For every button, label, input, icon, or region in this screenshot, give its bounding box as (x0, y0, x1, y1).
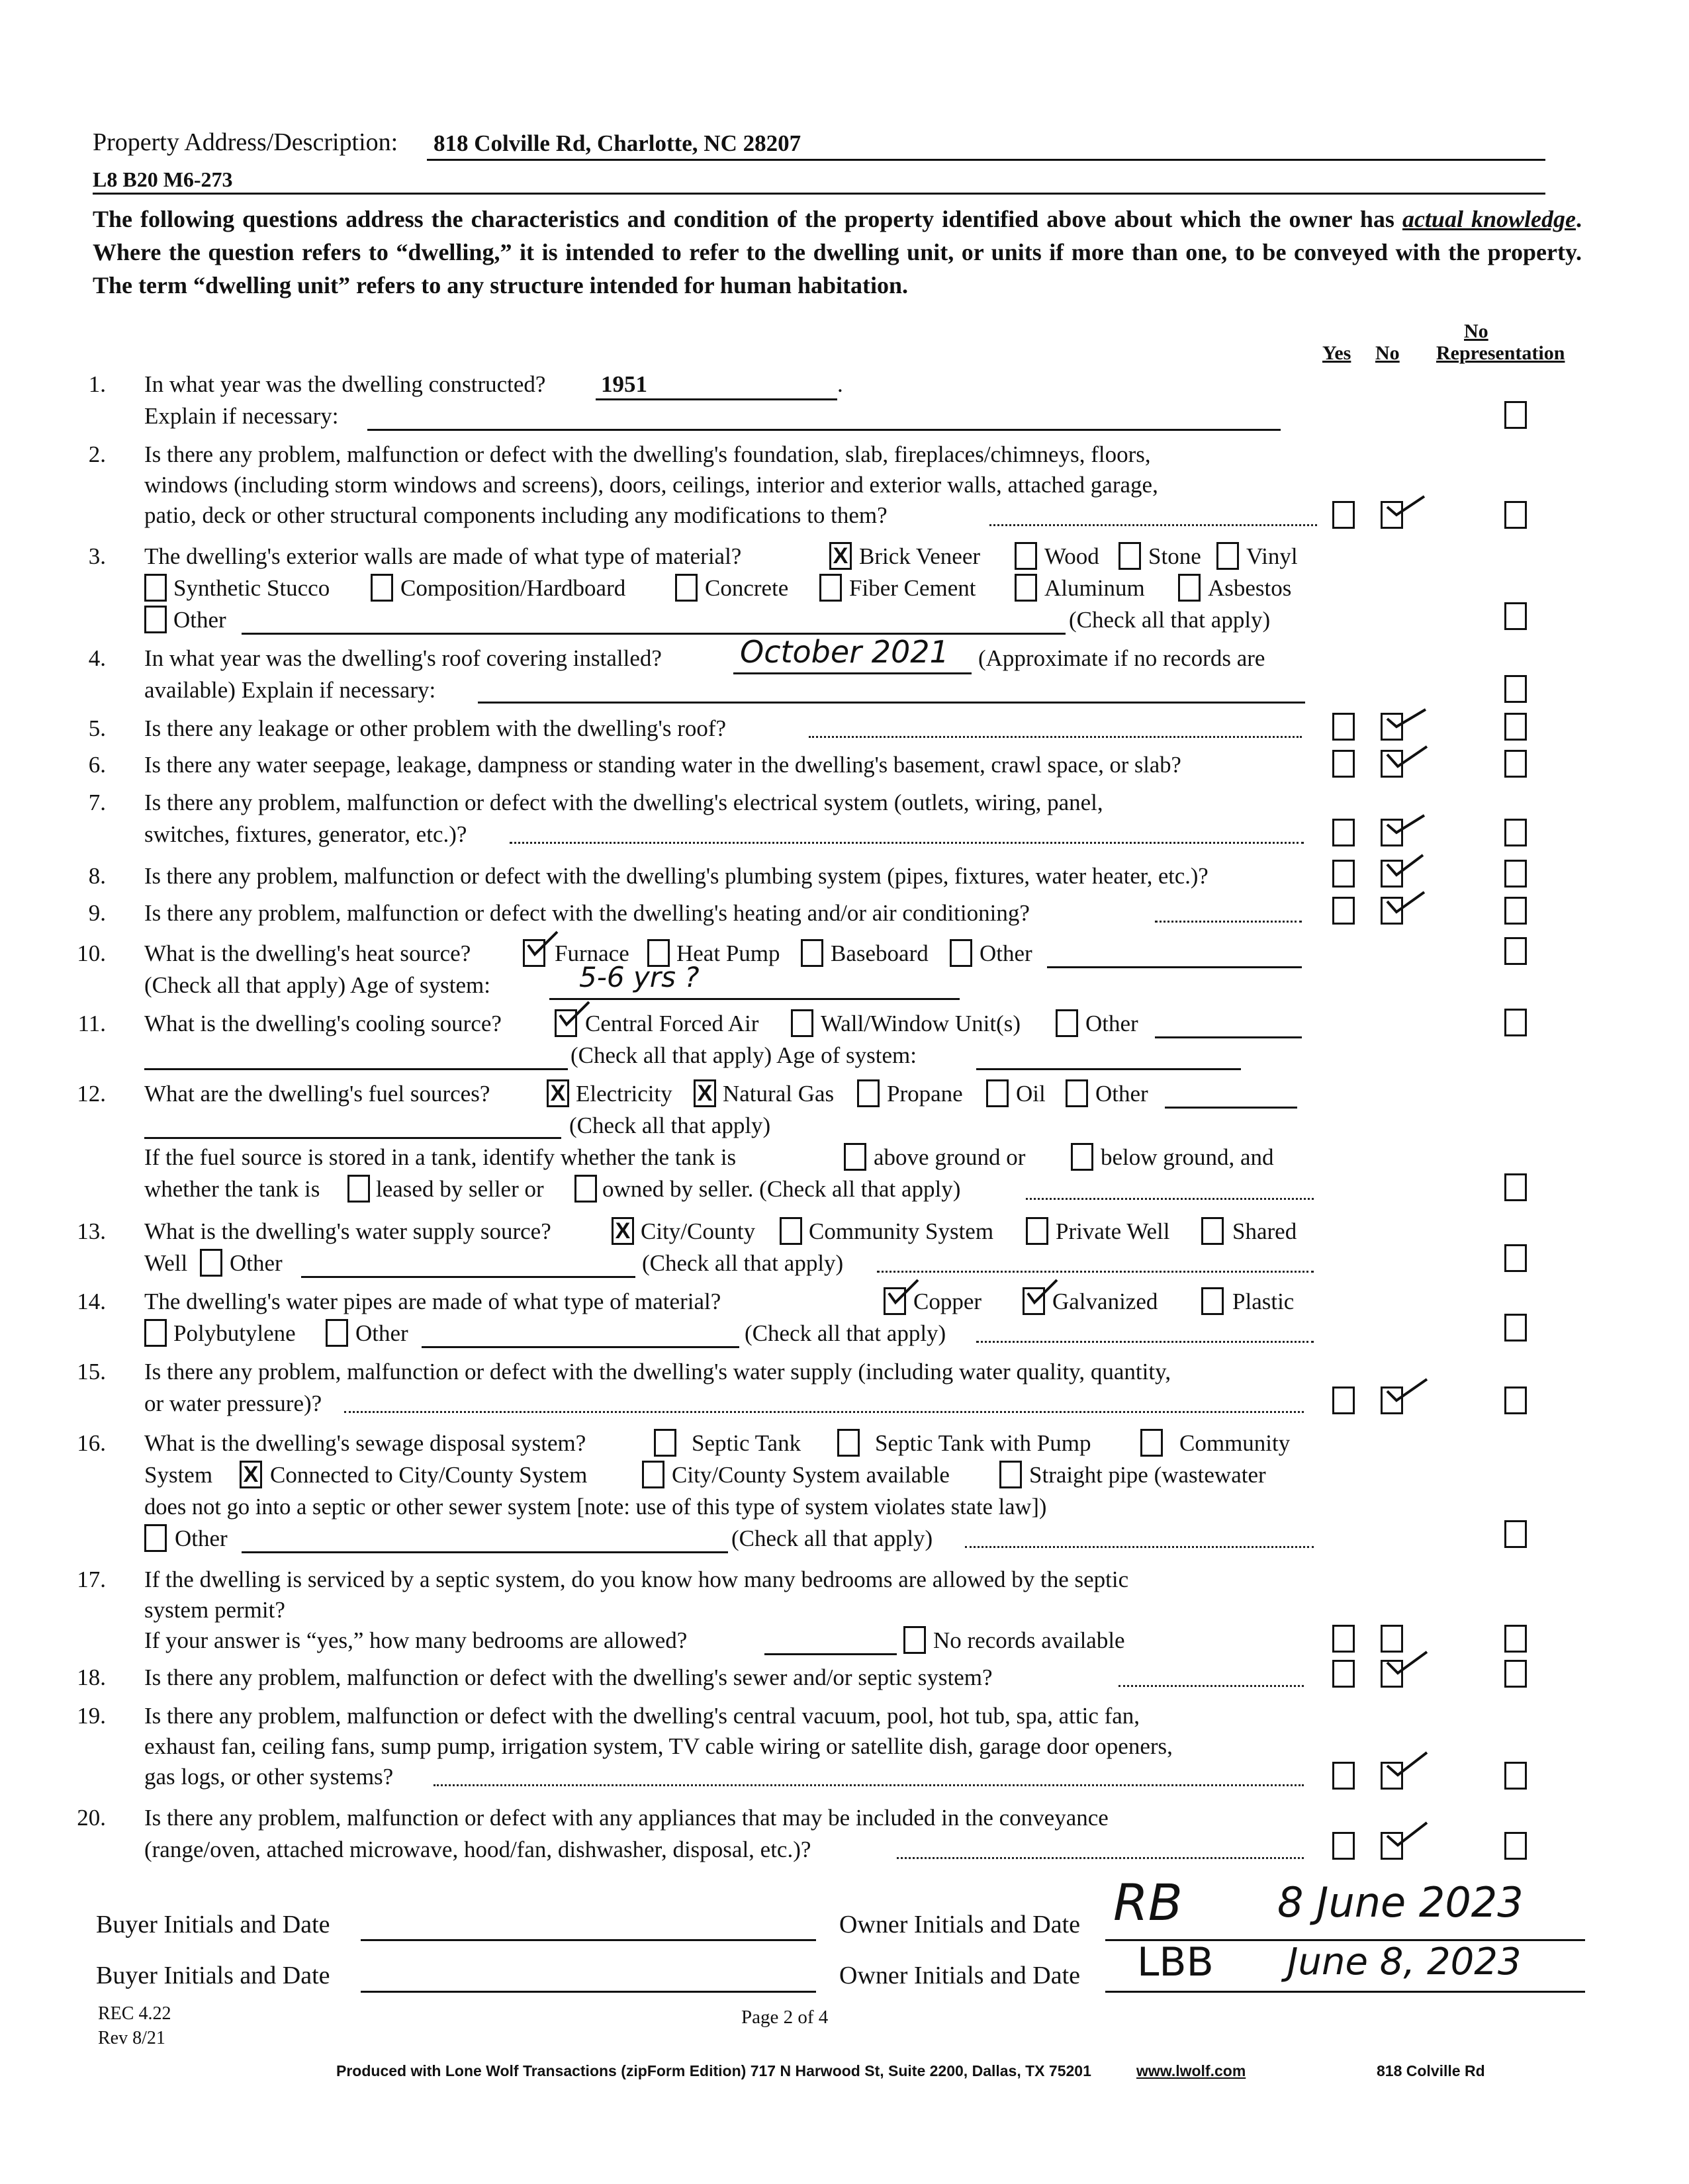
q8-number: 8. (88, 863, 106, 889)
q12-opt-propane: Propane (887, 1081, 963, 1107)
q13-opt-community: Community System (809, 1218, 994, 1244)
q11-number: 11. (77, 1011, 106, 1036)
q10-handwritten-age: 5-6 yrs ? (579, 961, 700, 993)
q3-check-all: (Check all that apply) (1069, 607, 1271, 633)
q16-connected-checkbox[interactable] (240, 1461, 262, 1488)
footer-property: 818 Colville Rd (1377, 2062, 1485, 2079)
q3-brick-checkbox[interactable] (829, 542, 852, 570)
q12-oil-checkbox[interactable] (986, 1079, 1009, 1107)
q1-year: 1951 (601, 371, 647, 397)
q12-above-checkbox[interactable] (844, 1143, 866, 1171)
q18-yes-checkbox[interactable] (1332, 1660, 1355, 1688)
q2-no-checkmark (1383, 492, 1430, 523)
q15-line2: or water pressure)? (144, 1390, 322, 1416)
q2-line2: windows (including storm windows and screens), doors, ceilings, interior and exterior walls, attached garage, (144, 472, 1158, 498)
q7-line2: switches, fixtures, generator, etc.)? (144, 821, 467, 847)
q3-opt-asbestos: Asbestos (1208, 575, 1292, 601)
q6-no-rep-checkbox[interactable] (1504, 750, 1527, 778)
q5-dots (809, 736, 1302, 738)
q3-hardboard-checkbox[interactable] (371, 574, 393, 602)
owner2-date-handwritten: June 8, 2023 (1287, 1940, 1522, 1983)
q17-line2: system permit? (144, 1597, 285, 1623)
q9-yes-checkbox[interactable] (1332, 897, 1355, 925)
q12-opt-electricity: Electricity (576, 1081, 672, 1107)
q10-other-checkbox[interactable] (950, 939, 972, 967)
q16-opt-septic-pump: Septic Tank with Pump (875, 1430, 1091, 1456)
q3-concrete-checkbox[interactable] (675, 574, 698, 602)
q7-yes-checkbox[interactable] (1332, 819, 1355, 846)
q16-other-checkbox[interactable] (144, 1524, 167, 1552)
q4-text: In what year was the dwelling's roof covering installed? (144, 645, 662, 671)
q13-well-checkbox[interactable] (1026, 1217, 1048, 1245)
q3-stucco-checkbox[interactable] (144, 574, 167, 602)
q3-asbestos-checkbox[interactable] (1178, 574, 1201, 602)
owner-initials-label-1: Owner Initials and Date (839, 1911, 1081, 1938)
q19-line1: Is there any problem, malfunction or defect with the dwelling's central vacuum, pool, hot tub, spa, attic fan, (144, 1703, 1140, 1729)
q10-opt-baseboard: Baseboard (831, 940, 929, 966)
q3-opt-wood: Wood (1044, 543, 1099, 569)
q18-text: Is there any problem, malfunction or defect with the dwelling's sewer and/or septic system? (144, 1664, 993, 1690)
q2-line3: patio, deck or other structural components including any modifications to them? (144, 502, 888, 528)
q10-text: What is the dwelling's heat source? (144, 940, 471, 966)
q10-baseboard-checkbox[interactable] (801, 939, 823, 967)
q20-line1: Is there any problem, malfunction or defect with any appliances that may be included in the conveyance (144, 1805, 1109, 1831)
q3-opt-stone: Stone (1148, 543, 1201, 569)
q10-opt-other: Other (980, 940, 1032, 966)
q16-line3: does not go into a septic or other sewer system [note: use of this type of system violates state law]) (144, 1494, 1047, 1520)
q20-no-checkmark (1383, 1820, 1430, 1850)
q17-bedrooms-line (764, 1653, 897, 1655)
q17-no-records-checkbox[interactable] (903, 1626, 926, 1654)
q13-shared-checkbox[interactable] (1201, 1217, 1224, 1245)
address-value: 818 Colville Rd, Charlotte, NC 28207 (434, 130, 801, 156)
q12-other-line (1165, 1107, 1297, 1109)
q3-fiber-checkbox[interactable] (819, 574, 842, 602)
intro-text-2: . Where the question refers to “dwelling,” it is intended to refer to the dwelling unit, or units if more than one, to be conveyed with the property. The term “dwelling unit” refers to any structure intended for human habitation. (93, 206, 1582, 298)
q9-no-rep-checkbox[interactable] (1504, 897, 1527, 925)
q3-stone-checkbox[interactable] (1118, 542, 1141, 570)
q19-no-rep-checkbox[interactable] (1504, 1762, 1527, 1790)
q11-blank-line (144, 1068, 568, 1070)
q7-number: 7. (88, 790, 106, 815)
q17-yes-checkbox[interactable] (1332, 1625, 1355, 1653)
q10-other-line (1047, 966, 1302, 968)
q14-text: The dwelling's water pipes are made of what type of material? (144, 1289, 721, 1314)
q1-no-rep-checkbox[interactable] (1504, 401, 1527, 429)
q15-dots (344, 1411, 1304, 1413)
q11-window-checkbox[interactable] (791, 1009, 813, 1037)
q3-other-checkbox[interactable] (144, 606, 167, 633)
q12-above: above ground or (874, 1144, 1026, 1170)
q3-vinyl-checkbox[interactable] (1216, 542, 1239, 570)
address-label: Property Address/Description: (93, 128, 398, 156)
q13-dots (877, 1271, 1314, 1273)
q14-other-line (422, 1346, 739, 1348)
q12-line2: (Check all that apply) (569, 1113, 771, 1138)
produced-with: Produced with Lone Wolf Transactions (zipForm Edition) 717 N Harwood St, Suite 2200, Dallas, TX 75201 (336, 2062, 1091, 2079)
q17-line3: If your answer is “yes,” how many bedrooms are allowed? (144, 1627, 688, 1653)
q20-yes-checkbox[interactable] (1332, 1832, 1355, 1860)
legal-description: L8 B20 M6-273 (93, 167, 233, 191)
q9-text: Is there any problem, malfunction or defect with the dwelling's heating and/or air conditioning? (144, 900, 1030, 926)
q6-number: 6. (88, 752, 106, 778)
q19-yes-checkbox[interactable] (1332, 1762, 1355, 1790)
q8-no-checkmark (1383, 850, 1430, 880)
col-no-rep-2: Representation (1436, 342, 1565, 364)
q12-gas-checkbox[interactable] (694, 1079, 716, 1107)
q9-no-checkmark (1383, 887, 1430, 917)
q20-no-rep-checkbox[interactable] (1504, 1832, 1527, 1860)
q1-text: In what year was the dwelling constructed? (144, 371, 546, 397)
q13-well-word: Well (144, 1250, 188, 1276)
q18-number: 18. (77, 1664, 106, 1690)
page-number: Page 2 of 4 (741, 2007, 829, 2028)
q15-number: 15. (77, 1359, 106, 1385)
q12-no-rep-checkbox[interactable] (1504, 1173, 1527, 1201)
owner1-date-handwritten: 8 June 2023 (1277, 1878, 1524, 1927)
q16-text: What is the dwelling's sewage disposal system? (144, 1430, 586, 1456)
q14-other-checkbox[interactable] (326, 1319, 348, 1347)
q4-approx: (Approximate if no records are (978, 645, 1265, 671)
q12-leased: leased by seller or (376, 1176, 544, 1202)
q12-owned-checkbox[interactable] (574, 1175, 597, 1203)
intro-paragraph (93, 203, 1582, 302)
q13-opt-well: Private Well (1056, 1218, 1170, 1244)
q4-handwritten-value: October 2021 (740, 634, 949, 670)
col-yes: Yes (1322, 342, 1351, 364)
q6-text: Is there any water seepage, leakage, dampness or standing water in the dwelling's basement, crawl space, or slab? (144, 752, 1181, 778)
q10-number: 10. (77, 940, 106, 966)
q17-no-records: No records available (933, 1627, 1125, 1653)
owner-initials-label-2: Owner Initials and Date (839, 1962, 1081, 1989)
q13-other-checkbox[interactable] (200, 1249, 222, 1277)
q4-number: 4. (88, 645, 106, 671)
q11-text: What is the dwelling's cooling source? (144, 1011, 502, 1036)
q12-other-checkbox[interactable] (1066, 1079, 1088, 1107)
q14-check-all: (Check all that apply) (745, 1320, 946, 1346)
q2-dots (989, 524, 1317, 526)
q3-opt-concrete: Concrete (705, 575, 789, 601)
q13-opt-shared: Shared (1232, 1218, 1297, 1244)
q14-number: 14. (77, 1289, 106, 1314)
q13-text: What is the dwelling's water supply source? (144, 1218, 551, 1244)
q19-line3: gas logs, or other systems? (144, 1764, 394, 1790)
q12-opt-other: Other (1095, 1081, 1148, 1107)
intro-text-1: The following questions address the characteristics and condition of the property identified above about which the owner has (93, 206, 1394, 232)
q16-straight: Straight pipe (wastewater (1029, 1462, 1266, 1488)
q12-owned: owned by seller. (Check all that apply) (602, 1176, 961, 1202)
q8-text: Is there any problem, malfunction or defect with the dwelling's plumbing system (pipes, fixtures, water heater, etc.)? (144, 864, 1209, 889)
q14-opt-other: Other (355, 1320, 408, 1346)
q6-no-checkmark (1383, 741, 1430, 772)
q11-other-checkbox[interactable] (1056, 1009, 1078, 1037)
q12-line3: If the fuel source is stored in a tank, identify whether the tank is (144, 1144, 737, 1170)
q3-aluminum-checkbox[interactable] (1015, 574, 1037, 602)
q18-no-rep-checkbox[interactable] (1504, 1660, 1527, 1688)
q13-number: 13. (77, 1218, 106, 1244)
q15-no-checkmark (1383, 1375, 1430, 1406)
q14-opt-copper: Copper (913, 1289, 982, 1314)
q14-no-rep-checkbox[interactable] (1504, 1314, 1527, 1342)
q7-dots (510, 842, 1304, 844)
q16-available: City/County System available (672, 1462, 950, 1488)
q12-text: What are the dwelling's fuel sources? (144, 1081, 490, 1107)
q3-no-rep-checkbox[interactable] (1504, 602, 1527, 630)
q3-opt-fiber: Fiber Cement (849, 575, 976, 601)
q13-check-all: (Check all that apply) (642, 1250, 844, 1276)
q8-no-rep-checkbox[interactable] (1504, 860, 1527, 887)
q12-line4: whether the tank is (144, 1176, 320, 1202)
q20-number: 20. (77, 1805, 106, 1831)
q12-blank-line (144, 1137, 561, 1139)
q11-other-line (1155, 1036, 1302, 1038)
q11-opt-window: Wall/Window Unit(s) (821, 1011, 1021, 1036)
q1-period: . (837, 371, 843, 397)
q16-no-rep-checkbox[interactable] (1504, 1520, 1527, 1548)
q19-line2: exhaust fan, ceiling fans, sump pump, irrigation system, TV cable wiring or satellite dish, garage door openers, (144, 1733, 1173, 1759)
q13-city-checkbox[interactable] (612, 1217, 634, 1245)
q3-opt-hardboard: Composition/Hardboard (400, 575, 626, 601)
q4-no-rep-checkbox[interactable] (1504, 675, 1527, 703)
q15-line1: Is there any problem, malfunction or defect with the dwelling's water supply (including water quality, quantity, (144, 1359, 1171, 1385)
buyer-initials-field-1[interactable] (361, 1939, 816, 1941)
q18-dots (1118, 1685, 1304, 1687)
q16-opt-septic: Septic Tank (692, 1430, 801, 1456)
q16-septic-checkbox[interactable] (654, 1429, 676, 1457)
q20-line2: (range/oven, attached microwave, hood/fan, dishwasher, disposal, etc.)? (144, 1837, 811, 1862)
q3-opt-other: Other (173, 607, 226, 633)
q17-line1: If the dwelling is serviced by a septic system, do you know how many bedrooms are allowed by the septic (144, 1567, 1129, 1592)
q10-no-rep-checkbox[interactable] (1504, 937, 1527, 965)
q13-other-line (301, 1276, 635, 1278)
q2-no-rep-checkbox[interactable] (1504, 501, 1527, 529)
q3-wood-checkbox[interactable] (1015, 542, 1037, 570)
q11-opt-central: Central Forced Air (585, 1011, 759, 1036)
q5-text: Is there any leakage or other problem with the dwelling's roof? (144, 715, 727, 741)
address-underline (427, 159, 1545, 161)
q13-other: Other (230, 1250, 283, 1276)
q5-no-checkmark (1383, 703, 1430, 733)
col-no-rep-1: No (1464, 320, 1488, 342)
q3-text: The dwelling's exterior walls are made of what type of material? (144, 543, 742, 569)
q10-line2: (Check all that apply) Age of system: (144, 972, 490, 998)
q17-number: 17. (77, 1567, 106, 1592)
q12-opt-gas: Natural Gas (723, 1081, 835, 1107)
q3-opt-stucco: Synthetic Stucco (173, 575, 330, 601)
owner-initials-field-2[interactable] (1105, 1991, 1585, 1993)
q13-no-rep-checkbox[interactable] (1504, 1244, 1527, 1272)
q16-available-checkbox[interactable] (642, 1461, 664, 1488)
q11-no-rep-checkbox[interactable] (1504, 1009, 1527, 1036)
q1-explain-line (367, 429, 1281, 431)
q20-dots (897, 1857, 1304, 1859)
q3-number: 3. (88, 543, 106, 569)
q10-opt-heatpump: Heat Pump (676, 940, 780, 966)
q18-no-checkmark (1383, 1648, 1430, 1678)
lwolf-link[interactable]: www.lwolf.com (1136, 2062, 1246, 2079)
q12-dots (1026, 1198, 1314, 1200)
q12-below-checkbox[interactable] (1071, 1143, 1093, 1171)
owner1-initials-signature: RB (1113, 1873, 1183, 1932)
q3-opt-vinyl: Vinyl (1246, 543, 1298, 569)
q5-no-rep-checkbox[interactable] (1504, 713, 1527, 741)
q14-dots (976, 1341, 1314, 1343)
q16-connected: Connected to City/County System (270, 1462, 588, 1488)
q2-line1: Is there any problem, malfunction or defect with the dwelling's foundation, slab, fireplaces/chimneys, floors, (144, 441, 1151, 467)
q16-other-line (242, 1551, 728, 1553)
owner2-initials-signature: LBB (1137, 1939, 1214, 1985)
q10-age-line (549, 998, 960, 1000)
q2-yes-checkbox[interactable] (1332, 501, 1355, 529)
q16-septic-pump-checkbox[interactable] (837, 1429, 860, 1457)
legal-underline (93, 193, 1545, 195)
q11-opt-other: Other (1085, 1011, 1138, 1036)
q14-polybutylene-checkbox[interactable] (144, 1319, 167, 1347)
q19-number: 19. (77, 1703, 106, 1729)
q16-opt-community: Community (1179, 1430, 1291, 1456)
q4-value-line (733, 672, 972, 674)
q1-year-line (596, 398, 837, 400)
form-rev: Rev 8/21 (98, 2028, 165, 2048)
q9-dots (1155, 921, 1302, 923)
buyer-initials-label-2: Buyer Initials and Date (96, 1962, 330, 1989)
q12-leased-checkbox[interactable] (347, 1175, 370, 1203)
q14-opt-galvanized: Galvanized (1052, 1289, 1158, 1314)
form-id: REC 4.22 (98, 2003, 171, 2024)
q16-straight-checkbox[interactable] (999, 1461, 1022, 1488)
q4-line2: available) Explain if necessary: (144, 677, 436, 703)
q13-community-checkbox[interactable] (780, 1217, 802, 1245)
q11-line2: (Check all that apply) Age of system: (571, 1042, 917, 1068)
q5-number: 5. (88, 715, 106, 741)
q7-no-rep-checkbox[interactable] (1504, 819, 1527, 846)
q12-propane-checkbox[interactable] (857, 1079, 880, 1107)
q10-opt-furnace: Furnace (555, 940, 629, 966)
q12-number: 12. (77, 1081, 106, 1107)
q15-yes-checkbox[interactable] (1332, 1387, 1355, 1414)
q12-below: below ground, and (1101, 1144, 1274, 1170)
q14-plastic-checkbox[interactable] (1201, 1287, 1224, 1315)
q19-no-checkmark (1383, 1750, 1430, 1780)
q8-yes-checkbox[interactable] (1332, 860, 1355, 887)
col-no: No (1375, 342, 1400, 364)
q16-other: Other (175, 1525, 228, 1551)
q2-number: 2. (88, 441, 106, 467)
q7-line1: Is there any problem, malfunction or defect with the dwelling's electrical system (outlets, wiring, panel, (144, 790, 1103, 815)
q16-community-checkbox[interactable] (1140, 1429, 1163, 1457)
q16-dots (965, 1546, 1314, 1548)
q11-age-line (976, 1068, 1241, 1070)
q13-opt-city: City/County (641, 1218, 756, 1244)
q17-no-rep-checkbox[interactable] (1504, 1625, 1527, 1653)
q1-explain-label: Explain if necessary: (144, 403, 339, 429)
q1-number: 1. (88, 371, 106, 397)
intro-emphasis: actual knowledge (1402, 206, 1576, 232)
q7-no-checkmark (1383, 809, 1430, 839)
q16-check-all: (Check all that apply) (731, 1525, 933, 1551)
q3-opt-aluminum: Aluminum (1044, 575, 1145, 601)
q9-number: 9. (88, 900, 106, 926)
buyer-initials-label-1: Buyer Initials and Date (96, 1911, 330, 1938)
q14-opt-plastic: Plastic (1232, 1289, 1295, 1314)
q14-opt-polybutylene: Polybutylene (173, 1320, 296, 1346)
buyer-initials-field-2[interactable] (361, 1991, 816, 1993)
q12-electricity-checkbox[interactable] (547, 1079, 569, 1107)
q15-no-rep-checkbox[interactable] (1504, 1387, 1527, 1414)
q4-explain-line (478, 702, 1305, 704)
q6-yes-checkbox[interactable] (1332, 750, 1355, 778)
q19-dots (434, 1784, 1304, 1786)
q16-system-word: System (144, 1462, 213, 1488)
q5-yes-checkbox[interactable] (1332, 713, 1355, 741)
q16-number: 16. (77, 1430, 106, 1456)
q3-opt-brick: Brick Veneer (859, 543, 981, 569)
q12-opt-oil: Oil (1016, 1081, 1046, 1107)
